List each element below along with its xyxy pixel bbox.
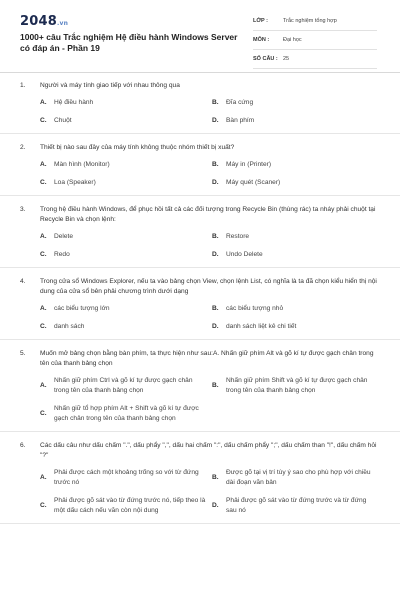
answer-option-a[interactable] bbox=[40, 98, 212, 108]
answer-option-c[interactable] bbox=[40, 250, 212, 260]
option-text: Máy quét (Scaner) bbox=[226, 179, 281, 186]
option-letter: C. bbox=[40, 502, 47, 509]
option-letter: A. bbox=[40, 233, 47, 240]
question-stem: Trong cửa sổ Windows Explorer, nếu ta vào bảng chọn View, chọn lệnh List, có nghĩa là ta đã chọn kiểu hiển thị nội dung của cửa sổ bên phải chương trình dưới dạng bbox=[40, 278, 377, 295]
option-text: Phải được cách một khoảng trống so với từ đứng trước nó bbox=[54, 469, 199, 486]
answer-option-a[interactable] bbox=[40, 232, 212, 242]
question-item bbox=[0, 340, 400, 432]
question-text bbox=[20, 81, 380, 91]
answer-options bbox=[20, 160, 380, 188]
option-letter: D. bbox=[212, 502, 219, 509]
option-text: Nhấn giữ phím Ctrl và gõ kí tự được gạch chân trong tên của thanh bảng chọn bbox=[54, 377, 193, 394]
answer-options bbox=[20, 98, 380, 126]
option-letter: A. bbox=[40, 305, 47, 312]
meta-value: 25 bbox=[283, 56, 290, 62]
option-text: Loa (Speaker) bbox=[54, 179, 96, 186]
answer-options bbox=[20, 376, 380, 424]
option-letter: C. bbox=[40, 410, 47, 417]
option-letter: C. bbox=[40, 179, 47, 186]
option-text: Hệ điều hành bbox=[54, 99, 94, 106]
question-list bbox=[0, 72, 400, 524]
logo-text: 2048 bbox=[20, 14, 57, 29]
option-letter: A. bbox=[40, 99, 47, 106]
question-text bbox=[20, 143, 380, 153]
answer-option-d[interactable] bbox=[212, 178, 382, 188]
option-letter: C. bbox=[40, 251, 47, 258]
answer-option-b[interactable] bbox=[212, 468, 382, 488]
question-item bbox=[0, 432, 400, 524]
option-letter: D. bbox=[212, 251, 219, 258]
question-text bbox=[20, 205, 380, 225]
option-text: Nhấn giữ tổ hợp phím Alt + Shift và gõ kí tự được gạch chân trong tên của thanh bảng chọn bbox=[54, 405, 199, 422]
option-text: danh sách liệt kê chi tiết bbox=[226, 323, 297, 330]
question-stem: Trong hệ điều hành Windows, để phục hồi tất cả các đối tượng trong Recycle Bin (thùng rác) ta nháy phải chuột tại Recycle Bin và chọn lệnh: bbox=[40, 206, 376, 223]
meta-label: SỐ CÂU : bbox=[253, 56, 278, 62]
option-text: Phải được gõ sát vào từ đứng trước nó, tiếp theo là một dấu cách nếu văn còn nội dung bbox=[54, 497, 206, 514]
answer-option-a[interactable] bbox=[40, 376, 212, 396]
site-logo[interactable] bbox=[20, 14, 68, 29]
question-number: 6. bbox=[20, 442, 26, 449]
option-letter: B. bbox=[212, 161, 219, 168]
option-letter: B. bbox=[212, 382, 219, 389]
meta-value: Trắc nghiệm tổng hợp bbox=[283, 18, 337, 24]
logo-tld: .vn bbox=[56, 20, 69, 27]
meta-row-class bbox=[253, 12, 377, 31]
answer-option-a[interactable] bbox=[40, 468, 212, 488]
option-text: Được gõ tại vị trí tùy ý sao cho phù hợp với chiều dài đoạn văn bản bbox=[226, 469, 371, 486]
answer-options bbox=[20, 232, 380, 260]
question-item bbox=[0, 268, 400, 340]
option-letter: C. bbox=[40, 117, 47, 124]
answer-option-c[interactable] bbox=[40, 322, 212, 332]
option-text: Máy in (Printer) bbox=[226, 161, 272, 168]
option-letter: A. bbox=[40, 161, 47, 168]
question-number: 5. bbox=[20, 350, 26, 357]
question-number: 4. bbox=[20, 278, 26, 285]
option-letter: A. bbox=[40, 382, 47, 389]
question-stem: Các dấu câu như dấu chấm ".", dấu phẩy ",", dấu hai chấm ":", dấu chấm phẩy ";", dấu chấm than "!", dấu chấm hỏi "?" bbox=[40, 442, 377, 459]
answer-option-d[interactable] bbox=[212, 322, 382, 332]
option-text: Redo bbox=[54, 251, 70, 258]
quiz-meta bbox=[253, 12, 377, 69]
answer-option-b[interactable] bbox=[212, 376, 382, 396]
answer-option-c[interactable] bbox=[40, 496, 212, 516]
answer-option-a[interactable] bbox=[40, 160, 212, 170]
option-letter: A. bbox=[40, 474, 47, 481]
answer-option-b[interactable] bbox=[212, 304, 382, 314]
option-text: Màn hình (Monitor) bbox=[54, 161, 110, 168]
question-text bbox=[20, 441, 380, 461]
meta-value: Đại học bbox=[283, 37, 302, 43]
answer-options bbox=[20, 468, 380, 516]
question-stem: Thiết bị nào sau đây của máy tính không thuộc nhóm thiết bị xuất? bbox=[40, 144, 235, 151]
page-title: 1000+ câu Trắc nghiệm Hệ điều hành Windows Server có đáp án - Phần 19 bbox=[20, 32, 238, 53]
question-text bbox=[20, 277, 380, 297]
option-text: Bàn phím bbox=[226, 117, 255, 124]
option-letter: B. bbox=[212, 305, 219, 312]
option-letter: B. bbox=[212, 474, 219, 481]
question-stem: Muốn mở bảng chọn bằng bàn phím, ta thực hiện như sau:A. Nhấn giữ phím Alt và gõ kí tự được gạch chân trong tên của thanh bảng chọn bbox=[40, 350, 374, 367]
question-number: 3. bbox=[20, 206, 26, 213]
option-text: Đĩa cứng bbox=[226, 99, 254, 106]
answer-option-c[interactable] bbox=[40, 404, 212, 424]
meta-label: LỚP : bbox=[253, 18, 268, 24]
option-text: Chuột bbox=[54, 117, 72, 124]
option-text: Undo Delete bbox=[226, 251, 263, 258]
option-letter: D. bbox=[212, 117, 219, 124]
question-item bbox=[0, 196, 400, 268]
question-stem: Người và máy tính giao tiếp với nhau thông qua bbox=[40, 82, 180, 89]
answer-option-d[interactable] bbox=[212, 250, 382, 260]
question-item bbox=[0, 72, 400, 134]
answer-option-c[interactable] bbox=[40, 116, 212, 126]
answer-option-b[interactable] bbox=[212, 160, 382, 170]
question-text bbox=[20, 349, 380, 369]
meta-row-count bbox=[253, 50, 377, 69]
option-letter: C. bbox=[40, 323, 47, 330]
meta-row-subject bbox=[253, 31, 377, 50]
option-text: Nhấn giữ phím Shift và gõ kí tự được gạch chân trong tên của thanh bảng chọn bbox=[226, 377, 368, 394]
answer-option-d[interactable] bbox=[212, 496, 382, 516]
option-letter: B. bbox=[212, 233, 219, 240]
answer-options bbox=[20, 304, 380, 332]
answer-option-b[interactable] bbox=[212, 98, 382, 108]
option-text: các biểu tượng lớn bbox=[54, 305, 110, 312]
option-letter: D. bbox=[212, 323, 219, 330]
answer-option-c[interactable] bbox=[40, 178, 212, 188]
option-letter: B. bbox=[212, 99, 219, 106]
page-header bbox=[0, 0, 400, 73]
question-item bbox=[0, 134, 400, 196]
question-number: 1. bbox=[20, 82, 26, 89]
meta-label: MÔN : bbox=[253, 37, 270, 43]
option-text: Restore bbox=[226, 233, 250, 240]
answer-option-d[interactable] bbox=[212, 116, 382, 126]
answer-option-a[interactable] bbox=[40, 304, 212, 314]
answer-option-b[interactable] bbox=[212, 232, 382, 242]
option-text: các biểu tượng nhỏ bbox=[226, 305, 284, 312]
option-text: danh sách bbox=[54, 323, 85, 330]
option-letter: D. bbox=[212, 179, 219, 186]
option-text: Delete bbox=[54, 233, 74, 240]
option-text: Phải được gõ sát vào từ đứng trước và từ đứng sau nó bbox=[226, 497, 367, 514]
question-number: 2. bbox=[20, 144, 26, 151]
